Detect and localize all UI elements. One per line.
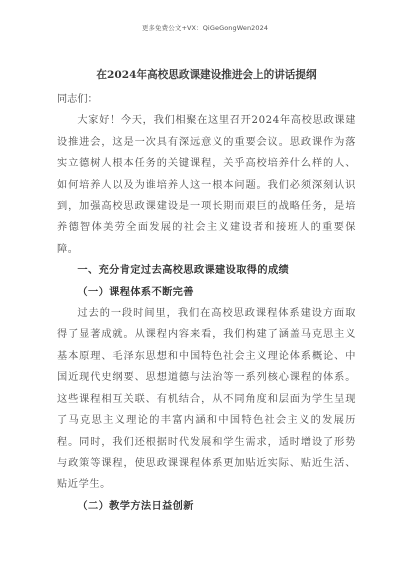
- header-note: 更多免费公文+VX：QiGeGongWen2024: [141, 24, 269, 32]
- subsection-1-paragraph: 过去的一段时间里，我们在高校思政课程体系建设方面取得了显著成就。从课程内容来看，我们构建了涵盖马克思主义基本原理、毛泽东思想和中国特色社会主义理论体系概论、中国近现代史纲要、思想道德与法治等一系列核心课程的体系。这些课程相互关联、有机结合，从不同角度和层面为学生呈现了马克思主义理论的丰富内涵和中国特色社会主义的发展历程。同时，我们还根据时代发展和学生需求，适时增设了形势与政策等课程，使思政课课程体系更加贴近实际、贴近生活、贴近学生。: [57, 308, 356, 491]
- document-title: 在2024年高校思政课建设推进会上的讲话提纲: [96, 69, 317, 81]
- intro-paragraph: 大家好！今天，我们相聚在这里召开2024年高校思政课建设推进会，这是一次具有深远意义的重要会议。思政课作为落实立德树人根本任务的关键课程，关乎高校培养什么样的人、如何培养人以及为谁培养人这一根本问题。我们必须深刻认识到，加强高校思政课建设是一项长期而艰巨的战略任务，是培养德智体美劳全面发展的社会主义建设者和接班人的重要保障。: [57, 115, 356, 255]
- salutation: 同志们：: [57, 94, 98, 105]
- subsection-heading-2: （二）教学方法日益创新: [77, 499, 194, 512]
- subsection-heading-1: （一）课程体系不断完善: [77, 285, 194, 298]
- section-heading-1: 一、充分肯定过去高校思政课建设取得的成绩: [77, 264, 290, 277]
- document-body: [57, 89, 356, 517]
